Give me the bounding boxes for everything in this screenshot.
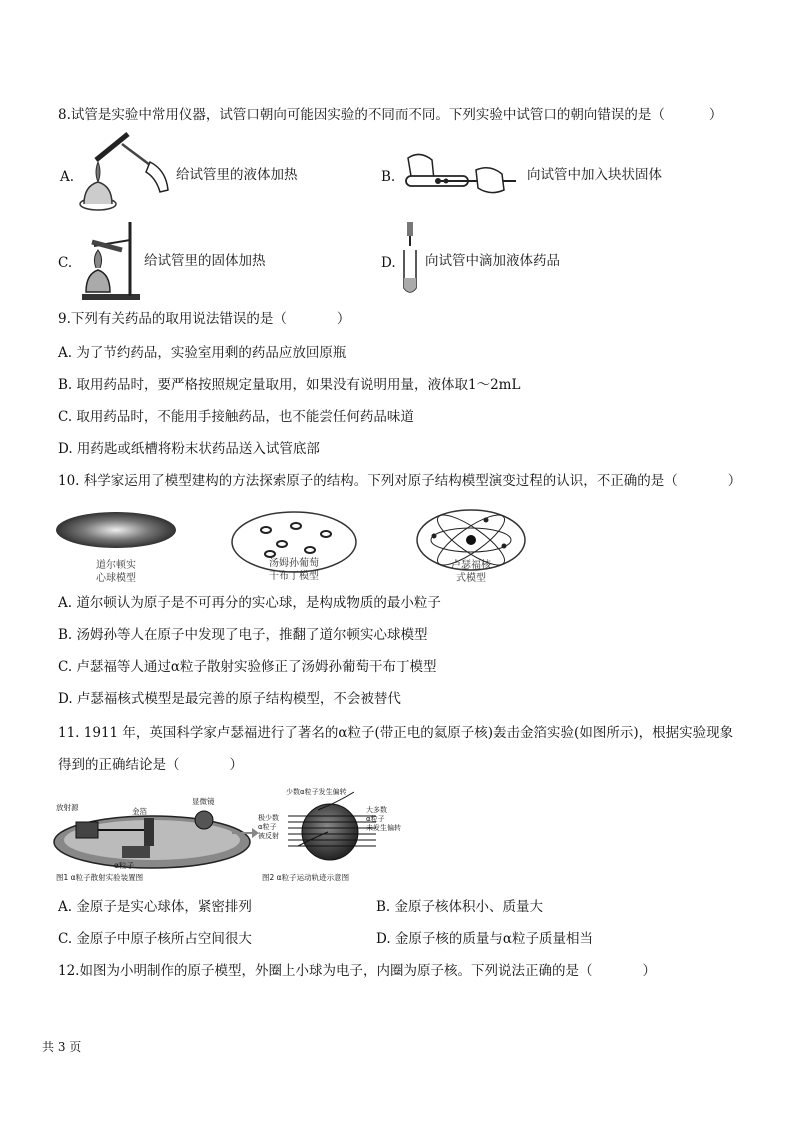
alpha-scattering-apparatus-figure xyxy=(52,794,258,884)
most-undeflected-label-line1: 大多数 xyxy=(366,806,387,814)
q9-stem: 9.下列有关药品的取用说法错误的是（ ） xyxy=(58,311,351,327)
alpha-particle-label: α粒子 xyxy=(114,861,134,870)
adding-solid-test-tube-figure xyxy=(398,146,522,204)
q11-option-b: B. 金原子核体积小、质量大 xyxy=(376,899,544,915)
thomson-model-label-line2: 干布丁模型 xyxy=(269,571,319,582)
rutherford-model-label-line2: 式模型 xyxy=(456,573,486,584)
rare-reflected-label-line1: 极少数 xyxy=(258,814,279,822)
dalton-solid-sphere-model-figure xyxy=(54,508,184,588)
most-undeflected-label-line3: 未发生偏转 xyxy=(366,824,401,832)
heating-liquid-test-tube-figure xyxy=(76,126,172,218)
adding-liquid-test-tube-figure xyxy=(398,222,422,296)
microscope-label: 显微镜 xyxy=(192,797,215,806)
q11-option-c: C. 金原子中原子核所占空间很大 xyxy=(58,931,252,947)
q11-stem-line2: 得到的正确结论是（ ） xyxy=(58,757,243,773)
rare-reflected-label-line2: α粒子 xyxy=(258,823,277,831)
q11-option-d: D. 金原子核的质量与α粒子质量相当 xyxy=(376,931,594,947)
most-undeflected-label-line2: α粒子 xyxy=(366,815,385,823)
page-footer: 共 3 页 xyxy=(42,1040,82,1054)
q8-option-c-text: 给试管里的固体加热 xyxy=(144,253,266,269)
q12-stem: 12.如图为小明制作的原子模型，外圈上小球为电子，内圈为原子核。下列说法正确的是（ ） xyxy=(58,963,656,979)
dalton-model-label-line1: 道尔顿实 xyxy=(96,560,136,571)
heating-solid-test-tube-figure xyxy=(76,218,146,302)
arrow-right-icon xyxy=(230,826,260,840)
q9-option-b: B. 取用药品时，要严格按照规定量取用，如果没有说明用量，液体取1～2mL xyxy=(58,377,521,393)
thomson-plum-pudding-model-figure xyxy=(230,508,358,588)
rutherford-nuclear-model-figure xyxy=(414,506,528,588)
q9-option-c: C. 取用药品时，不能用手接触药品，也不能尝任何药品味道 xyxy=(58,409,414,425)
radiation-source-label: 放射源 xyxy=(56,803,79,812)
thomson-model-label-line1: 汤姆孙葡萄 xyxy=(269,558,319,569)
q10-option-b: B. 汤姆孙等人在原子中发现了电子，推翻了道尔顿实心球模型 xyxy=(58,627,428,643)
q8-option-a-text: 给试管里的液体加热 xyxy=(176,167,298,183)
q8-option-d-letter: D. xyxy=(381,255,396,271)
q8-option-b-text: 向试管中加入块状固体 xyxy=(527,167,662,183)
few-deflected-label: 少数α粒子发生偏转 xyxy=(286,788,347,796)
q9-option-d: D. 用药匙或纸槽将粉末状药品送入试管底部 xyxy=(58,441,320,457)
figure1-caption: 图1 α粒子散射实验装置图 xyxy=(56,873,144,882)
gold-foil-label: 金箔 xyxy=(132,807,147,816)
q10-option-c: C. 卢瑟福等人通过α粒子散射实验修正了汤姆孙葡萄干布丁模型 xyxy=(58,659,437,675)
q9-option-a: A. 为了节约药品，实验室用剩的药品应放回原瓶 xyxy=(58,345,347,361)
q8-option-c-letter: C. xyxy=(58,255,73,271)
q8-option-d-text: 向试管中滴加液体药品 xyxy=(425,253,560,269)
rutherford-model-label-line1: 卢瑟福核 xyxy=(451,560,491,571)
q11-option-a: A. 金原子是实心球体，紧密排列 xyxy=(58,899,252,915)
q8-option-a-letter: A. xyxy=(60,169,75,185)
q10-option-d: D. 卢瑟福核式模型是最完善的原子结构模型，不会被替代 xyxy=(58,691,401,707)
dalton-model-label-line2: 心球模型 xyxy=(96,573,136,584)
q10-option-a: A. 道尔顿认为原子是不可再分的实心球，是构成物质的最小粒子 xyxy=(58,595,441,611)
figure2-caption: 图2 α粒子运动轨迹示意图 xyxy=(262,873,350,882)
q10-stem: 10. 科学家运用了模型建构的方法探索原子的结构。下列对原子结构模型演变过程的认识，不正确的是（ ） xyxy=(58,473,742,489)
rare-reflected-label-line3: 被反射 xyxy=(258,832,279,840)
q11-stem-line1: 11. 1911 年，英国科学家卢瑟福进行了著名的α粒子(带正电的氦原子核)轰击金箔实验(如图所示)，根据实验现象 xyxy=(58,725,734,741)
alpha-particle-trajectory-figure xyxy=(258,784,418,884)
q8-stem: 8.试管是实验中常用仪器，试管口朝向可能因实验的不同而不同。下列实验中试管口的朝向错误的是（ ） xyxy=(58,107,723,123)
q8-option-b-letter: B. xyxy=(381,169,396,185)
